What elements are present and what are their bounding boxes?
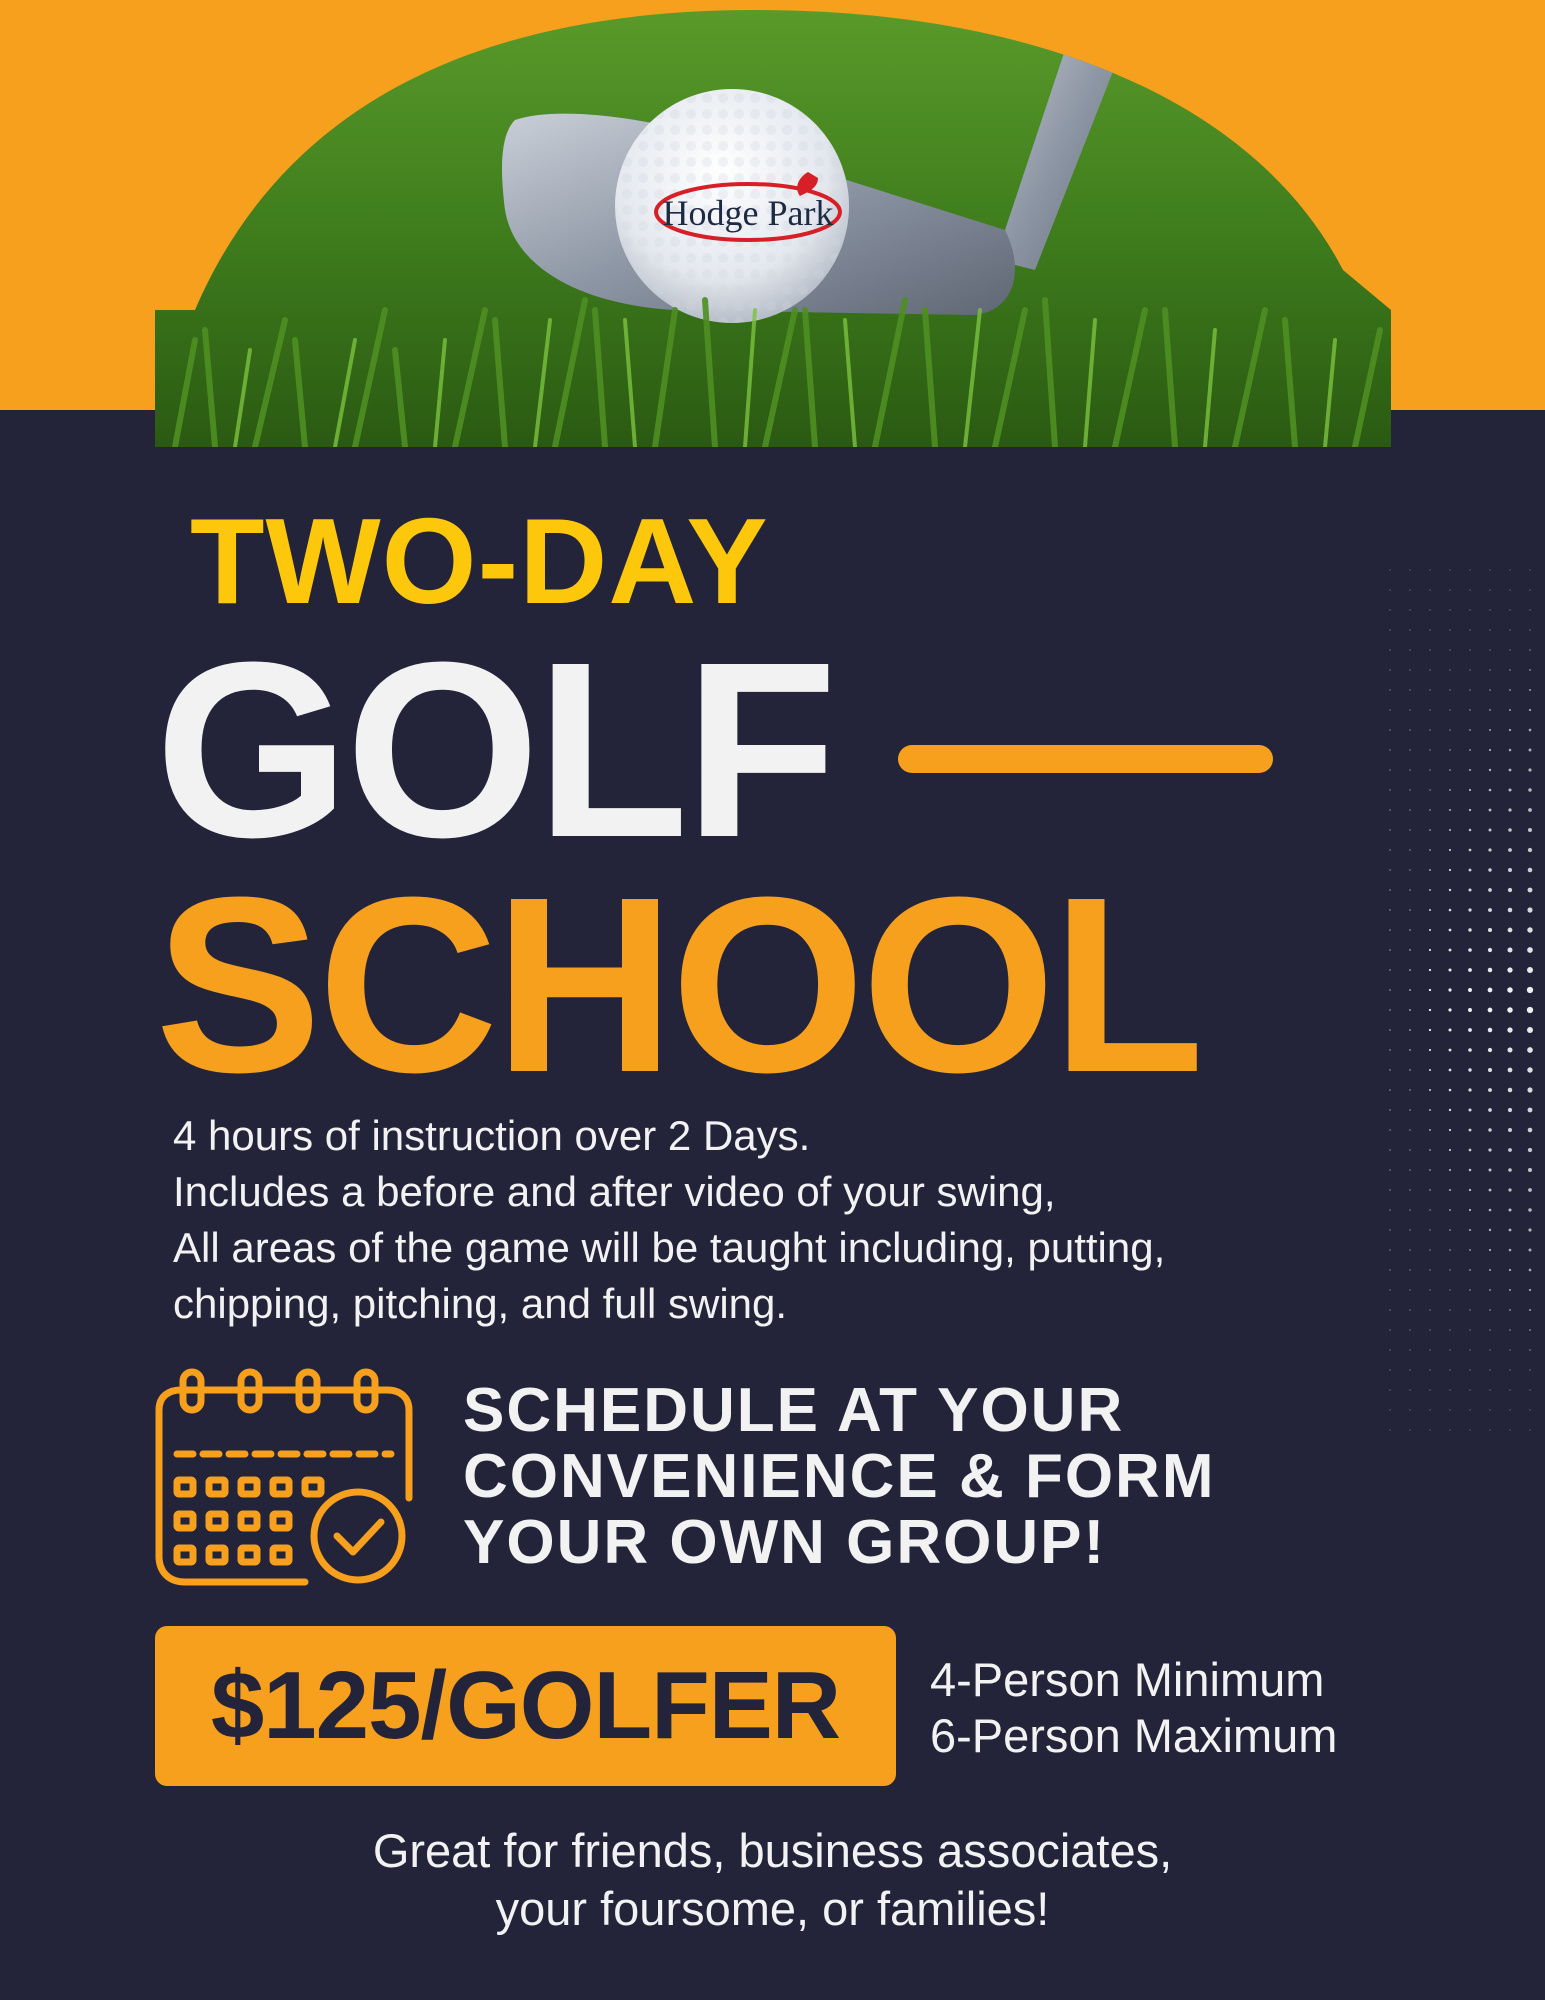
schedule-message	[463, 1378, 1215, 1576]
schedule-line: SCHEDULE AT YOUR	[463, 1376, 1125, 1445]
price-badge	[155, 1626, 896, 1786]
schedule-line: CONVENIENCE & FORM	[463, 1442, 1216, 1511]
dot-pattern-decoration	[1380, 560, 1545, 1440]
description-line: All areas of the game will be taught including, putting,	[173, 1224, 1166, 1271]
title-two-day: TWO-DAY	[190, 493, 769, 629]
calendar-check-icon	[155, 1368, 413, 1588]
title-school: SCHOOL	[155, 845, 1201, 1124]
title-golf: GOLF	[155, 610, 834, 889]
group-maximum: 6-Person Maximum	[930, 1709, 1338, 1762]
logo-text: Hodge Park	[662, 193, 834, 233]
tagline-line: Great for friends, business associates,	[372, 1824, 1173, 1877]
hodge-park-logo	[648, 168, 848, 248]
description-line: 4 hours of instruction over 2 Days.	[173, 1112, 811, 1159]
tagline-line: your foursome, or families!	[495, 1882, 1050, 1935]
price-label: $125/GOLFER	[210, 1652, 841, 1759]
group-minimum: 4-Person Minimum	[930, 1653, 1325, 1706]
description-line: Includes a before and after video of your swing,	[173, 1168, 1056, 1215]
title-accent-rule	[898, 745, 1273, 773]
group-size-limits	[930, 1652, 1337, 1764]
program-description	[173, 1108, 1403, 1332]
schedule-line: YOUR OWN GROUP!	[463, 1508, 1107, 1577]
audience-tagline	[0, 1822, 1545, 1938]
description-line: chipping, pitching, and full swing.	[173, 1280, 788, 1327]
